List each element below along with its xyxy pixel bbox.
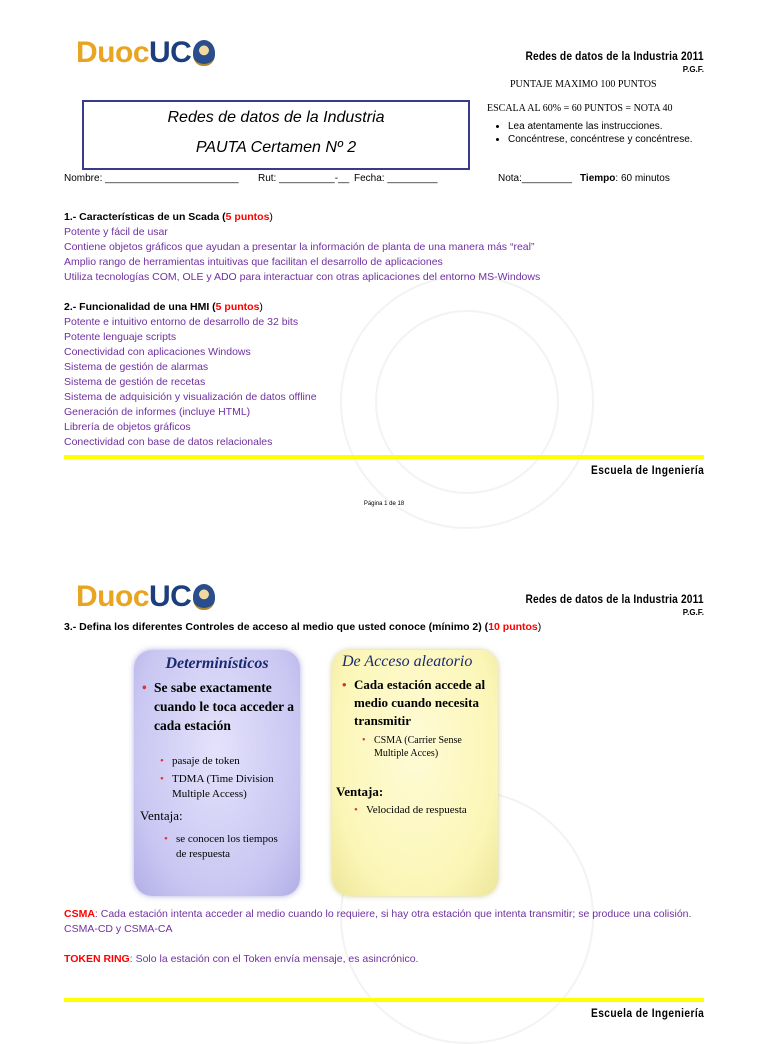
escala: ESCALA AL 60% = 60 PUNTOS = NOTA 40 (487, 103, 673, 114)
q1-answer: Contiene objetos gráficos que ayudan a presentar la información de planta de una manera más “real” (64, 241, 535, 253)
q2-answer: Potente e intuitivo entorno de desarrollo de 32 bits (64, 316, 299, 328)
header-sub: P.G.F. (682, 65, 704, 74)
uc-seal-icon (193, 40, 215, 66)
token-label: TOKEN RING (64, 953, 130, 965)
card-det-title: Determinísticos (165, 655, 269, 672)
title-line2: PAUTA Certamen Nº 2 (195, 139, 357, 156)
rut-field: Rut: __________-__ (258, 173, 350, 184)
card-acceso-aleatorio (332, 650, 498, 896)
card-deterministicos (134, 650, 300, 896)
q2-answer: Potente lenguaje scripts (64, 331, 177, 343)
q1-answer: Utiliza tecnologías COM, OLE y ADO para interactuar con otras aplicaciones del entorno MS-Windows (64, 271, 541, 283)
card-rand-title: De Acceso aleatorio (342, 653, 473, 670)
q2-answer: Generación de informes (incluye HTML) (64, 406, 251, 418)
q1-answer: Amplio rango de herramientas intuitivas que facilitan el desarrollo de aplicaciones (64, 256, 443, 268)
footer-divider-2 (64, 998, 704, 1002)
title-box (82, 100, 470, 170)
q2-title-text: 2.- Funcionalidad de una HMI ( (64, 301, 216, 313)
token-definition (64, 952, 418, 967)
footer-divider (64, 455, 704, 459)
logo-duoc-text: Duoc (76, 36, 149, 69)
puntaje-maximo: PUNTAJE MAXIMO 100 PUNTOS (510, 79, 657, 90)
tiempo-label: Tiempo (580, 173, 616, 184)
tiempo-field (580, 173, 670, 184)
page-number: Página 1 de 18 (363, 501, 405, 507)
q2-close: ) (259, 301, 263, 313)
card-rand-main: • Cada estación accede al medio cuando necesita transmitir (354, 676, 494, 730)
q2-answer: Sistema de gestión de recetas (64, 376, 206, 388)
q1-close: ) (269, 211, 273, 223)
card-rand-sub: • CSMA (Carrier Sense Multiple Acces) (374, 734, 484, 760)
q1-title-text: 1.- Características de un Scada ( (64, 211, 226, 223)
q2-answer: Librería de objetos gráficos (64, 421, 191, 433)
q1-answer: Potente y fácil de usar (64, 226, 168, 238)
header-sub-2: P.G.F. (682, 608, 704, 617)
duocuc-logo-2 (76, 580, 215, 614)
csma-definition (64, 907, 704, 937)
card-det-ventaja: Ventaja: (140, 808, 183, 823)
instruction-item: • Concéntrese, concéntrese y concéntrese. (508, 133, 693, 146)
q2-answer: Conectividad con aplicaciones Windows (64, 346, 251, 358)
card-det-sub: • TDMA (Time Division Multiple Access) (172, 772, 296, 802)
header-title-2: Redes de datos de la Industria 2011 (525, 592, 704, 606)
card-det-ventaja-item: • se conocen los tiempos de respuesta (176, 832, 288, 862)
q3-points: 10 puntos (488, 621, 538, 633)
instructions-list (480, 120, 693, 146)
q2-answer: Sistema de adquisición y visualización de datos offline (64, 391, 317, 403)
duocuc-logo (76, 36, 215, 70)
card-rand-ventaja-item: • Velocidad de respuesta (366, 804, 496, 816)
token-text: : Solo la estación con el Token envía mensaje, es asincrónico. (129, 953, 419, 965)
footer-school: Escuela de Ingeniería (590, 463, 704, 477)
nombre-field: Nombre: ________________________ (64, 173, 239, 184)
header-title: Redes de datos de la Industria 2011 (525, 49, 704, 63)
logo-uc-text: UC (149, 580, 192, 613)
q1-title (64, 210, 540, 225)
card-rand-ventaja: Ventaja: (336, 784, 384, 799)
instruction-item: • Lea atentamente las instrucciones. (508, 120, 693, 133)
q3-close: ) (537, 621, 542, 633)
question-1 (64, 210, 540, 285)
q1-points: 5 puntos (225, 211, 270, 223)
card-det-sub: • pasaje de token (172, 754, 292, 768)
csma-text: : Cada estación intenta acceder al medio cuando lo requiere, si hay otra estación que intenta transmitir; se produce una colisión. CSMA-CD y CSMA-CA (64, 908, 692, 935)
q3-title-text: 3.- Defina los diferentes Controles de acceso al medio que usted conoce (mínimo 2) ( (64, 621, 489, 633)
card-det-main: • Se sabe exactamente cuando le toca acceder a cada estación (154, 678, 294, 735)
nota-field: Nota:_________ (498, 173, 572, 184)
q3-title (64, 620, 541, 635)
tiempo-value: : 60 minutos (615, 173, 670, 184)
logo-uc-text: UC (149, 36, 192, 69)
q2-points: 5 puntos (215, 301, 260, 313)
q2-answer: Sistema de gestión de alarmas (64, 361, 209, 373)
logo-duoc-text: Duoc (76, 580, 149, 613)
uc-seal-icon (193, 584, 215, 610)
question-2 (64, 300, 317, 450)
footer-school-2: Escuela de Ingeniería (590, 1006, 704, 1020)
fecha-field: Fecha: _________ (354, 173, 438, 184)
csma-label: CSMA (64, 908, 95, 920)
watermark-seal-inner (375, 310, 559, 494)
q2-title (64, 300, 317, 315)
q2-answer: Conectividad con base de datos relacionales (64, 436, 273, 448)
title-line1: Redes de datos de la Industria (167, 109, 385, 126)
